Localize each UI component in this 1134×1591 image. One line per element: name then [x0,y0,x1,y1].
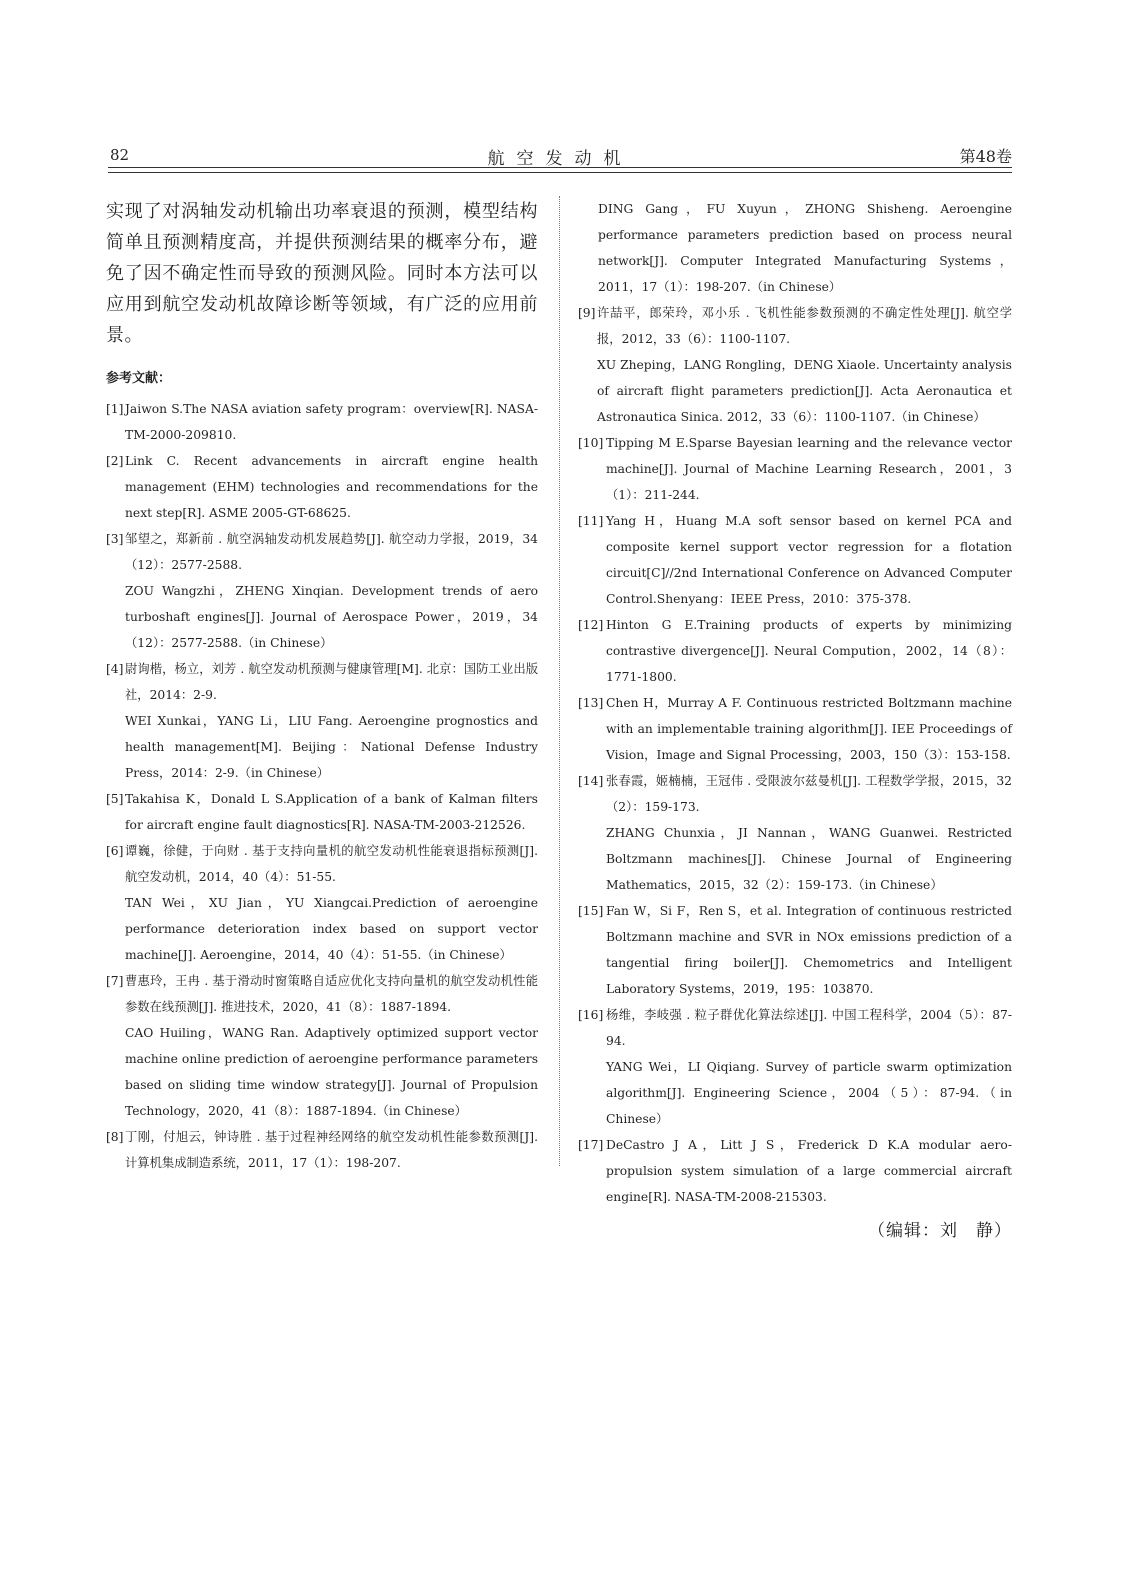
reference-translation: ZOU Wangzhi，ZHENG Xinqian. Development trends of aero turboshaft engines[J]. Journal of Aerospace Power，2019，34（12）：2577-2588.（in Chinese） [125,584,538,650]
reference-item [106,656,538,786]
reference-text: Tipping M E.Sparse Bayesian learning and the relevance vector machine[J]. Journal of Machine Learning Research，2001，3（1）：211-244. [606,436,1012,502]
reference-number: [14] [578,774,604,788]
reference-number: [9] [578,306,596,320]
right-column [578,196,1012,1241]
header-rule-bottom [108,172,1012,173]
reference-number: [17] [578,1138,604,1152]
reference-text: Jaiwon S.The NASA aviation safety program：overview[R]. NASA-TM-2000-209810. [125,402,538,442]
reference-number: [5] [106,792,124,806]
reference-continuation [578,196,1012,300]
reference-list-right [578,300,1012,1210]
reference-number: [16] [578,1008,604,1022]
reference-item [578,690,1012,768]
reference-number: [2] [106,454,124,468]
reference-text: DeCastro J A，Litt J S，Frederick D K.A modular aero-propulsion system simulation of a large commercial aircraft engine[R]. NASA-TM-2008-215303. [606,1138,1012,1204]
reference-text: 张春霞，姬楠楠，王冠伟 . 受限波尔兹曼机[J]. 工程数学学报，2015，32（2）：159-173. [606,774,1012,814]
reference-text: Chen H，Murray A F. Continuous restricted Boltzmann machine with an implementable training algorithm[J]. IEE Proceedings of Vision，Image and Signal Processing，2003，150（3）：153-158. [606,696,1012,762]
reference-item [578,898,1012,1002]
reference-text: 许喆平，郎荣玲，邓小乐 . 飞机性能参数预测的不确定性处理[J]. 航空学报，2012，33（6）：1100-1107. [597,306,1012,346]
reference-text: 谭巍，徐健，于向财 . 基于支持向量机的航空发动机性能衰退指标预测[J]. 航空发动机，2014，40（4）：51-55. [125,844,538,884]
reference-text: 尉询楷，杨立，刘芳 . 航空发动机预测与健康管理[M]. 北京：国防工业出版社，2014：2-9. [125,662,538,702]
reference-item [578,300,1012,430]
reference-number: [6] [106,844,124,858]
reference-text: Takahisa K，Donald L S.Application of a bank of Kalman filters for aircraft engine fault diagnostics[R]. NASA-TM-2003-212526. [125,792,538,832]
column-divider [559,196,560,1166]
editor-credit: （编辑：刘 静） [868,1221,1012,1241]
reference-item [106,448,538,526]
reference-number: [8] [106,1130,124,1144]
reference-text: Hinton G E.Training products of experts by minimizing contrastive divergence[J]. Neural Compution，2002，14（8）：1771-1800. [606,618,1012,684]
reference-item [106,786,538,838]
header-rule-top [108,167,1012,168]
reference-translation: TAN Wei，XU Jian，YU Xiangcai.Prediction of aeroengine performance deterioration index based on support vector machine[J]. Aeroengine，2014，40（4）：51-55.（in Chinese） [125,896,538,962]
reference-translation: ZHANG Chunxia，JI Nannan，WANG Guanwei. Restricted Boltzmann machines[J]. Chinese Journal of Engineering Mathematics，2015，32（2）：159-173.（in Chinese） [606,826,1012,892]
left-column [106,196,538,1176]
reference-number: [11] [578,514,604,528]
reference-translation: YANG Wei，LI Qiqiang. Survey of particle swarm optimization algorithm[J]. Engineering Science，2004（5）：87-94.（in Chinese） [606,1060,1012,1126]
reference-text: 邹望之，郑新前 . 航空涡轴发动机发展趋势[J]. 航空动力学报，2019，34（12）：2577-2588. [125,532,538,572]
reference-text: Yang H，Huang M.A soft sensor based on kernel PCA and composite kernel support vector regression for a flotation circuit[C]//2nd International Conference on Advanced Computer Control.Shenyang：IEEE Press，2010：375-378. [606,514,1012,606]
reference-item [106,968,538,1124]
reference-translation: WEI Xunkai，YANG Li，LIU Fang. Aeroengine prognostics and health management[M]. Beijing：National Defense Industry Press，2014：2-9.（in Chinese） [125,714,538,780]
reference-text: Fan W，Si F，Ren S，et al. Integration of continuous restricted Boltzmann machine and SVR in NOx emissions prediction of a tangential firing boiler[J]. Chemometrics and Intelligent Laboratory Systems，2019，195：103870. [606,904,1012,996]
reference-item [578,612,1012,690]
reference-item [578,1002,1012,1132]
reference-item [578,508,1012,612]
page-number: 82 [110,146,130,164]
reference-translation: XU Zheping，LANG Rongling，DENG Xiaole. Uncertainty analysis of aircraft flight parameters prediction[J]. Acta Aeronautica et Astronautica Sinica. 2012，33（6）：1100-1107.（in Chinese） [597,358,1012,424]
running-header [108,146,1012,168]
reference-number: [1] [106,402,124,416]
reference-text: 丁刚，付旭云，钟诗胜 . 基于过程神经网络的航空发动机性能参数预测[J]. 计算机集成制造系统，2011，17（1）：198-207. [125,1130,538,1170]
reference-item [106,1124,538,1176]
reference-number: [12] [578,618,604,632]
reference-list-left [106,396,538,1176]
conclusion-paragraph [106,196,538,351]
reference-item [106,526,538,656]
reference-text: 曹惠玲，王冉 . 基于滑动时窗策略自适应优化支持向量机的航空发动机性能参数在线预测[J]. 推进技术，2020，41（8）：1887-1894. [125,974,538,1014]
reference-item [106,396,538,448]
reference-number: [13] [578,696,604,710]
reference-translation: DING Gang，FU Xuyun，ZHONG Shisheng. Aeroengine performance parameters prediction based on process neural network[J]. Computer Integrated Manufacturing Systems，2011，17（1）：198-207.（in Chinese） [598,202,1012,294]
reference-number: [15] [578,904,604,918]
reference-text: Link C. Recent advancements in aircraft engine health management (EHM) technologies and recommendations for the next step[R]. ASME 2005-GT-68625. [125,454,538,520]
reference-item [106,838,538,968]
reference-item [578,768,1012,898]
reference-translation: CAO Huiling，WANG Ran. Adaptively optimized support vector machine online prediction of aeroengine performance parameters based on sliding time window strategy[J]. Journal of Propulsion Technology，2020，41（8）：1887-1894.（in Chinese） [125,1026,538,1118]
reference-text: 杨维，李岐强 . 粒子群优化算法综述[J]. 中国工程科学，2004（5）：87-94. [606,1008,1012,1048]
reference-number: [3] [106,532,124,546]
volume-label: 第48卷 [959,147,1012,166]
references-heading: 参考文献： [106,371,172,386]
reference-item [578,1132,1012,1210]
reference-item [578,430,1012,508]
reference-number: [4] [106,662,124,676]
reference-number: [10] [578,436,604,450]
reference-number: [7] [106,974,124,988]
journal-title: 航空发动机 [487,149,633,169]
conclusion-text: 实现了对涡轴发动机输出功率衰退的预测，模型结构简单且预测精度高，并提供预测结果的概率分布，避免了因不确定性而导致的预测风险。同时本方法可以应用到航空发动机故障诊断等领域，有广泛的应用前景。 [106,201,538,346]
